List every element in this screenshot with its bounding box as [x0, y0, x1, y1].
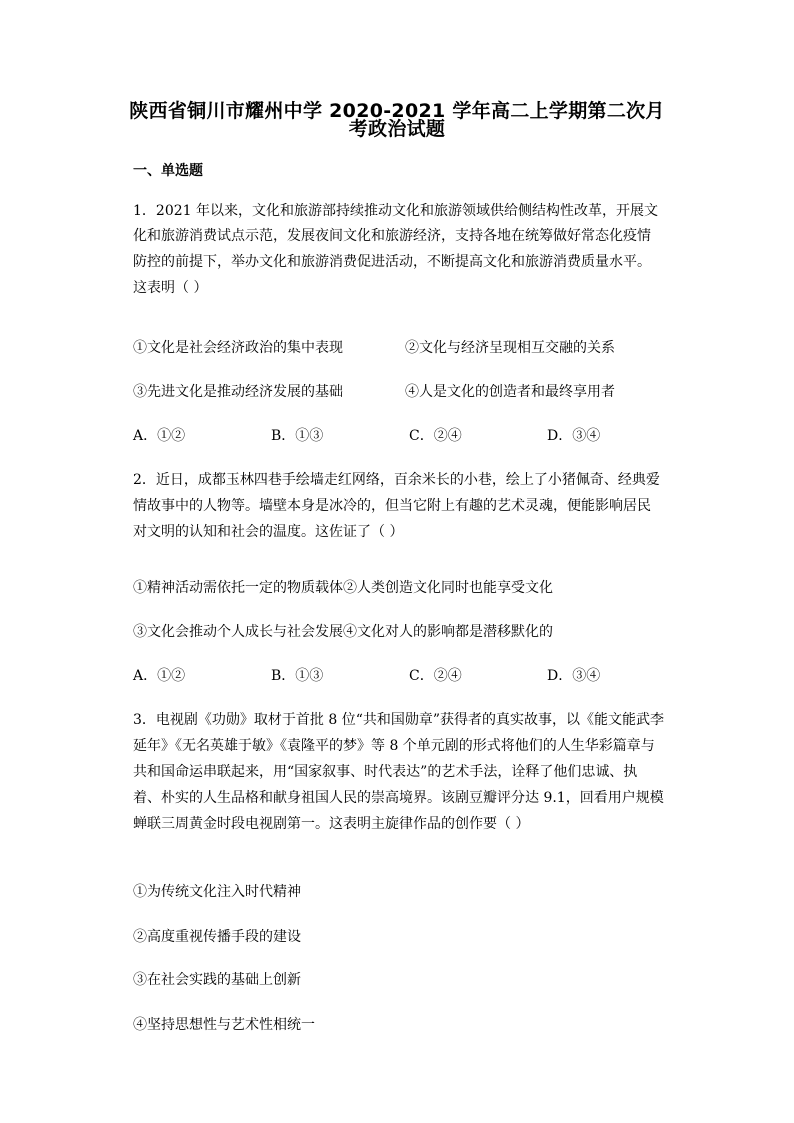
q3-stem-line: 延年》《无名英雄于敏》《袁隆平的梦》等 8 个单元剧的形式将他们的人生华彩篇章与	[133, 738, 655, 754]
q1-statement-3: ③先进文化是推动经济发展的基础	[133, 384, 343, 400]
q2-statements-3-4: ③文化会推动个人成长与社会发展④文化对人的影响都是潜移默化的	[133, 624, 553, 640]
q2-stem-line: 2．近日，成都玉林四巷手绘墙走红网络，百余米长的小巷，绘上了小猪佩奇、经典爱	[133, 472, 660, 488]
q3-statement-4: ④坚持思想性与艺术性相统一	[133, 1017, 315, 1033]
q1-stem-line: 防控的前提下，举办文化和旅游消费促进活动，不断提高文化和旅游消费质量水平。	[133, 254, 651, 270]
q3-statement-2: ②高度重视传播手段的建设	[133, 929, 301, 945]
q1-choice-d: D．③④	[547, 428, 601, 444]
q3-stem-line: 着、朴实的人生品格和献身祖国人民的崇高境界。该剧豆瓣评分达 9.1，回看用户规模	[133, 790, 664, 806]
q1-stem-line: 1．2021 年以来，文化和旅游部持续推动文化和旅游领域供给侧结构性改革，开展文	[133, 203, 658, 219]
q3-statement-3: ③在社会实践的基础上创新	[133, 972, 301, 988]
q1-choice-a: A．①②	[133, 428, 186, 444]
q2-choice-a: A．①②	[133, 668, 186, 684]
q2-statements-1-2: ①精神活动需依托一定的物质载体②人类创造文化同时也能享受文化	[133, 580, 553, 596]
exam-title-line-2: 考政治试题	[348, 118, 446, 140]
q1-choice-b: B．①③	[271, 428, 324, 444]
q1-stem-line: 这表明（ ）	[133, 280, 208, 296]
q1-statement-2: ②文化与经济呈现相互交融的关系	[405, 340, 615, 356]
q1-choice-c: C．②④	[409, 428, 462, 444]
q1-statement-1: ①文化是社会经济政治的集中表现	[133, 340, 343, 356]
exam-title-line-1: 陕西省铜川市耀州中学 2020-2021 学年高二上学期第二次月	[129, 100, 665, 122]
q1-stem-line: 化和旅游消费试点示范，发展夜间文化和旅游经济，支持各地在统筹做好常态化疫情	[133, 228, 651, 244]
q2-choice-b: B．①③	[271, 668, 324, 684]
q3-statement-1: ①为传统文化注入时代精神	[133, 884, 301, 900]
q3-stem-line: 3．电视剧《功勋》取材于首批 8 位“共和国勋章”获得者的真实故事，以《能文能武李	[133, 712, 665, 728]
q3-stem-line: 共和国命运串联起来，用“国家叙事、时代表达”的艺术手法，诠释了他们忠诚、执	[133, 764, 638, 780]
q2-choice-d: D．③④	[547, 668, 601, 684]
section-heading: 一、单选题	[133, 163, 203, 179]
q2-choice-c: C．②④	[409, 668, 462, 684]
q3-stem-line: 蝉联三周黄金时段电视剧第一。这表明主旋律作品的创作要（ ）	[133, 816, 530, 832]
q2-stem-line: 对文明的认知和社会的温度。这佐证了（ ）	[133, 524, 404, 540]
q2-stem-line: 情故事中的人物等。墙壁本身是冰冷的，但当它附上有趣的艺术灵魂，便能影响居民	[133, 498, 651, 514]
q1-statement-4: ④人是文化的创造者和最终享用者	[405, 384, 615, 400]
